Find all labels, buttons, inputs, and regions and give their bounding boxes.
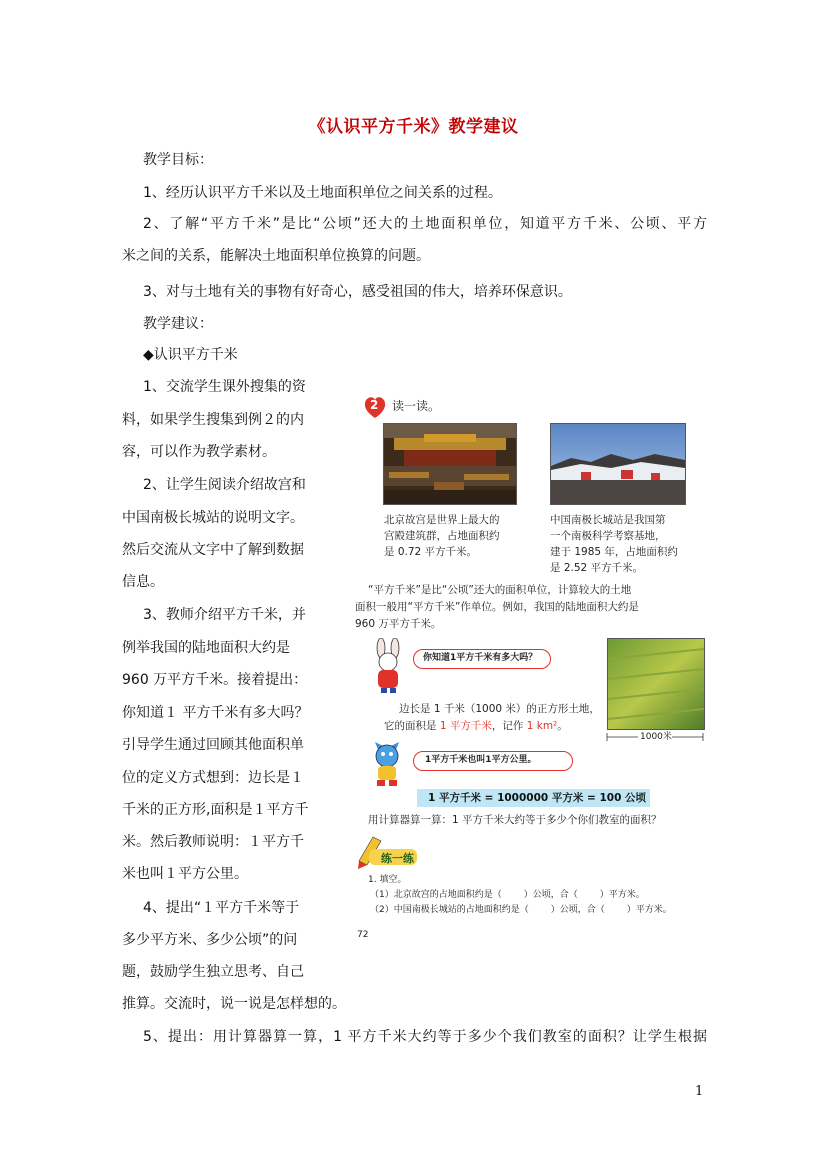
caption-right-line: 中国南极长城站是我国第 bbox=[550, 514, 666, 526]
left-column-line: 然后交流从文字中了解到数据 bbox=[122, 542, 304, 558]
left-column-line: 3、教师介绍平方千米，并 bbox=[143, 607, 306, 623]
caption-right-line: 一个南极科学考察基地， bbox=[550, 530, 666, 542]
figure-paragraph-line: 960 万平方千米。 bbox=[355, 618, 442, 630]
read-label: 读一读。 bbox=[392, 399, 441, 413]
formula-text: 1 平方千米 = 1000000 平方米 = 100 公顷 bbox=[428, 792, 647, 804]
left-column-line: 米也叫１平方公里。 bbox=[122, 866, 248, 882]
last-paragraph-line: 5、提出：用计算器算一算，1 平方千米大约等于多少个我们教室的面积？让学生根据 bbox=[143, 1029, 707, 1045]
textbook-figure bbox=[355, 393, 705, 948]
exercise-heading: 1. 填空。 bbox=[368, 875, 407, 885]
bubble-text: 你知道1平方千米有多大吗？ bbox=[423, 653, 538, 663]
book-page-number: 72 bbox=[357, 930, 369, 940]
exercise-line: （2）中国南极长城站的占地面积约是（ ）公顷，合（ ）平方米。 bbox=[370, 905, 672, 915]
left-column-line: 1、交流学生课外搜集的资 bbox=[143, 379, 306, 395]
left-column-line: 料，如果学生搜集到例２的内 bbox=[122, 412, 304, 428]
left-column-line: 信息。 bbox=[122, 574, 164, 590]
practice-label: 练一练 bbox=[381, 852, 414, 865]
section-heading: ◆认识平方千米 bbox=[143, 347, 238, 363]
figure-paragraph-line: “平方千米”是比“公顷”还大的面积单位，计算较大的土地 bbox=[368, 584, 632, 596]
side-text-line: 边长是 1 千米（1000 米）的正方形土地， bbox=[399, 703, 600, 715]
rabbit-character-icon bbox=[369, 638, 409, 694]
field-photo bbox=[607, 638, 705, 730]
badge-number: 2 bbox=[370, 398, 379, 412]
goal-line: 2、了解“平方千米”是比“公顷”还大的土地面积单位，知道平方千米、公顷、平方 bbox=[143, 216, 707, 232]
page-title: 《认识平方千米》教学建议 bbox=[308, 117, 519, 137]
left-column-line: 你知道１ 平方千米有多大吗？ bbox=[122, 705, 309, 721]
left-column-line: 容，可以作为教学素材。 bbox=[122, 444, 276, 460]
goal-line: 3、对与土地有关的事物有好奇心，感受祖国的伟大，培养环保意识。 bbox=[143, 284, 572, 300]
left-column-line: 千米的正方形,面积是１平方千 bbox=[122, 802, 309, 818]
bubble-text: 1平方千米也叫1平方公里。 bbox=[425, 755, 537, 765]
left-column-line: 引导学生通过回顾其他面积单 bbox=[122, 737, 304, 753]
side-text-line: 它的面积是 1 平方千米，记作 1 km²。 bbox=[384, 720, 568, 732]
left-column-line: 4、提出“１平方千米等于 bbox=[143, 900, 300, 916]
page-number: 1 bbox=[695, 1084, 704, 1099]
goals-heading: 教学目标： bbox=[143, 152, 213, 168]
figure-paragraph-line: 面积一般用“平方千米”作单位。例如，我国的陆地面积大约是 bbox=[355, 601, 639, 613]
goal-line: 1、经历认识平方千米以及土地面积单位之间关系的过程。 bbox=[143, 185, 502, 201]
calc-question: 用计算器算一算：1 平方千米大约等于多少个你们教室的面积？ bbox=[368, 814, 662, 826]
left-column-line: 例举我国的陆地面积大约是 bbox=[122, 640, 290, 656]
left-column-line: 960 万平方千米。接着提出： bbox=[122, 672, 308, 688]
caption-right-line: 是 2.52 平方千米。 bbox=[550, 562, 644, 574]
left-column-line: 题，鼓励学生独立思考、自己 bbox=[122, 964, 304, 980]
antarctic-station-photo bbox=[550, 423, 686, 505]
caption-left-line: 宫殿建筑群，占地面积约 bbox=[384, 530, 500, 542]
left-column-line: 中国南极长城站的说明文字。 bbox=[122, 510, 304, 526]
caption-left-line: 北京故宫是世界上最大的 bbox=[384, 514, 500, 526]
caption-left-line: 是 0.72 平方千米。 bbox=[384, 546, 478, 558]
cat-character-icon bbox=[367, 738, 407, 788]
left-column-line: 位的定义方式想到：边长是１ bbox=[122, 770, 304, 786]
caption-right-line: 建于 1985 年，占地面积约 bbox=[550, 546, 678, 558]
goal-line: 米之间的关系，能解决土地面积单位换算的问题。 bbox=[122, 248, 430, 264]
left-column-line: 米。然后教师说明：１平方千 bbox=[122, 834, 304, 850]
left-column-line: 多少平方米、多少公顷”的问 bbox=[122, 932, 298, 948]
suggestions-heading: 教学建议： bbox=[143, 316, 213, 332]
left-column-line: 2、让学生阅读介绍故宫和 bbox=[143, 477, 306, 493]
forbidden-city-photo bbox=[383, 423, 517, 505]
exercise-line: （1）北京故宫的占地面积约是（ ）公顷，合（ ）平方米。 bbox=[370, 890, 645, 900]
scale-label: 1000米 bbox=[640, 732, 672, 742]
left-column-line: 推算。交流时，说一说是怎样想的。 bbox=[122, 996, 346, 1012]
